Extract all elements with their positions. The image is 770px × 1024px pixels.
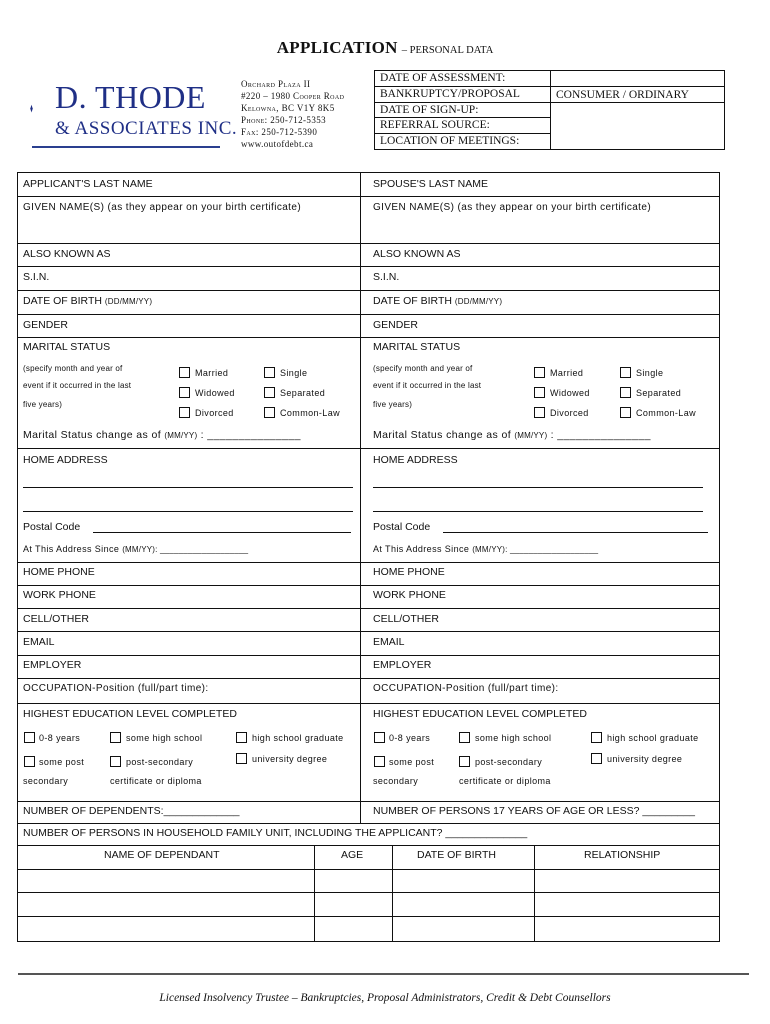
referral-source-label: REFERRAL SOURCE:	[375, 118, 550, 134]
spouse-education-label: HIGHEST EDUCATION LEVEL COMPLETED	[373, 708, 587, 720]
website-line: www.outofdebt.ca	[241, 139, 314, 149]
table-col-line	[534, 845, 535, 941]
marital-note: five years)	[23, 400, 63, 409]
table-col-line	[392, 845, 393, 941]
applicant-education-label: HIGHEST EDUCATION LEVEL COMPLETED	[23, 708, 237, 720]
address-since-format: (MM/YY): ___________________	[472, 545, 599, 554]
married-label: Married	[195, 368, 229, 378]
dependents-divider	[360, 801, 361, 823]
spouse-edu-high-grad-checkbox[interactable]	[591, 732, 602, 743]
applicant-single-checkbox[interactable]	[264, 367, 275, 378]
edu-0-8-label: 0-8 years	[39, 733, 81, 743]
col-name-of-dependant: NAME OF DEPENDANT	[104, 849, 220, 861]
applicant-edu-high-grad-checkbox[interactable]	[236, 732, 247, 743]
consumer-ordinary-label: CONSUMER / ORDINARY	[551, 87, 725, 103]
edu-0-8-label: 0-8 years	[389, 733, 431, 743]
row-line	[18, 845, 719, 846]
table-col-line	[314, 845, 315, 941]
single-label: Single	[636, 368, 664, 378]
spouse-edu-some-post-checkbox[interactable]	[374, 756, 385, 767]
applicant-marital-change	[23, 429, 301, 441]
applicant-married-checkbox[interactable]	[179, 367, 190, 378]
address-since-label: At This Address Since	[373, 544, 470, 554]
address-line: #220 – 1980 Cooper Road	[241, 91, 345, 101]
spouse-dob-label	[373, 295, 502, 307]
spouse-postal-code-label: Postal Code	[373, 521, 431, 533]
common-law-label: Common-Law	[280, 408, 341, 418]
edu-certificate-label: certificate or diploma	[459, 776, 551, 786]
widowed-label: Widowed	[550, 388, 590, 398]
marital-change-label: Marital Status change as of	[23, 429, 162, 441]
address-line-blank[interactable]	[23, 511, 353, 512]
marital-change-format: (MM/YY)	[514, 431, 548, 440]
applicant-marital-label: MARITAL STATUS	[23, 341, 111, 353]
divorced-label: Divorced	[195, 408, 234, 418]
spouse-divorced-checkbox[interactable]	[534, 407, 545, 418]
date-of-signup-label: DATE OF SIGN-UP:	[375, 103, 550, 119]
title-sub: – PERSONAL DATA	[401, 45, 494, 56]
applicant-dob-label	[23, 295, 152, 307]
row-line	[18, 448, 719, 449]
spouse-aka-label: ALSO KNOWN AS	[373, 248, 461, 260]
applicant-address-since	[23, 544, 248, 554]
marital-change-format: (MM/YY)	[164, 431, 198, 440]
assessment-date-field[interactable]	[551, 71, 725, 87]
bankruptcy-proposal-label: BANKRUPTCY/PROPOSAL	[375, 87, 550, 103]
spouse-edu-post-secondary-checkbox[interactable]	[459, 756, 470, 767]
spouse-marital-label: MARITAL STATUS	[373, 341, 461, 353]
logo-name: D. THODE	[55, 79, 206, 115]
spouse-given-names-label: GIVEN NAME(S) (as they appear on your birth certificate)	[373, 202, 652, 213]
applicant-postal-code-label: Postal Code	[23, 521, 81, 533]
logo-associates: & ASSOCIATES INC.	[55, 118, 238, 139]
spouse-marital-change	[373, 429, 651, 441]
postal-code-blank[interactable]	[93, 532, 351, 533]
col-date-of-birth: DATE OF BIRTH	[417, 849, 496, 861]
phone-line: Phone: 250-712-5353	[241, 115, 327, 125]
spouse-sin-label: S.I.N.	[373, 271, 400, 283]
edu-some-high-label: some high school	[475, 733, 552, 743]
applicant-edu-some-post-checkbox[interactable]	[24, 756, 35, 767]
edu-post-secondary-label: post-secondary	[475, 757, 543, 767]
address-line: Kelowna, BC V1Y 8K5	[241, 103, 335, 113]
row-line	[18, 916, 719, 917]
dob-label: DATE OF BIRTH	[23, 295, 102, 307]
applicant-employer-label: EMPLOYER	[23, 659, 82, 671]
row-line	[18, 314, 719, 315]
row-line	[18, 892, 719, 893]
spouse-email-label: EMAIL	[373, 636, 405, 648]
address-line-blank[interactable]	[373, 487, 703, 488]
applicant-edu-some-high-checkbox[interactable]	[110, 732, 121, 743]
applicant-divorced-checkbox[interactable]	[179, 407, 190, 418]
footer-rule	[18, 973, 749, 975]
address-line-blank[interactable]	[373, 511, 703, 512]
postal-code-blank[interactable]	[443, 532, 708, 533]
separated-label: Separated	[280, 388, 326, 398]
applicant-edu-university-checkbox[interactable]	[236, 753, 247, 764]
address-line: Orchard Plaza II	[241, 79, 311, 89]
spouse-last-name-label: SPOUSE'S LAST NAME	[373, 178, 489, 190]
row-line	[18, 631, 719, 632]
logo-rule	[32, 146, 220, 148]
spouse-widowed-checkbox[interactable]	[534, 387, 545, 398]
dob-format: (DD/MM/YY)	[454, 297, 503, 306]
spouse-occupation-label: OCCUPATION-Position (full/part time):	[373, 683, 559, 694]
edu-university-label: university degree	[607, 754, 683, 764]
marital-change-blank: : _______________	[550, 429, 651, 441]
row-line	[18, 801, 719, 802]
applicant-last-name-label: APPLICANT'S LAST NAME	[23, 178, 153, 190]
row-line	[18, 608, 719, 609]
common-law-label: Common-Law	[636, 408, 697, 418]
row-line	[18, 823, 719, 824]
separated-label: Separated	[636, 388, 682, 398]
marital-note: event if it occurred in the last	[373, 381, 482, 390]
spouse-employer-label: EMPLOYER	[373, 659, 432, 671]
spouse-single-checkbox[interactable]	[620, 367, 631, 378]
applicant-widowed-checkbox[interactable]	[179, 387, 190, 398]
applicant-gender-label: GENDER	[23, 319, 68, 331]
marital-note: five years)	[373, 400, 413, 409]
location-of-meetings-label: LOCATION OF MEETINGS:	[380, 135, 520, 148]
marital-note: (specify month and year of	[373, 364, 473, 373]
applicant-cell-label: CELL/OTHER	[23, 613, 89, 625]
title-main: APPLICATION	[276, 38, 398, 57]
page-title	[0, 38, 770, 58]
edu-some-high-label: some high school	[126, 733, 203, 743]
marital-note: (specify month and year of	[23, 364, 123, 373]
row-line	[18, 337, 719, 338]
single-label: Single	[280, 368, 308, 378]
diamond-logo-icon	[30, 76, 54, 142]
dob-label: DATE OF BIRTH	[373, 295, 452, 307]
applicant-edu-0-8-checkbox[interactable]	[24, 732, 35, 743]
column-divider	[360, 173, 361, 805]
spouse-cell-label: CELL/OTHER	[373, 613, 439, 625]
edu-post-secondary-label: post-secondary	[126, 757, 194, 767]
spouse-home-address-label: HOME ADDRESS	[373, 454, 458, 466]
applicant-separated-checkbox[interactable]	[264, 387, 275, 398]
edu-some-post-label: some post	[389, 757, 435, 767]
applicant-occupation-label: OCCUPATION-Position (full/part time):	[23, 683, 209, 694]
row-line	[18, 655, 719, 656]
applicant-work-phone-label: WORK PHONE	[23, 589, 96, 601]
edu-high-grad-label: high school graduate	[252, 733, 344, 743]
edu-secondary-label: secondary	[23, 776, 69, 786]
row-line	[18, 678, 719, 679]
applicant-edu-post-secondary-checkbox[interactable]	[110, 756, 121, 767]
edu-high-grad-label: high school graduate	[607, 733, 699, 743]
spouse-separated-checkbox[interactable]	[620, 387, 631, 398]
spouse-work-phone-label: WORK PHONE	[373, 589, 446, 601]
divorced-label: Divorced	[550, 408, 589, 418]
office-address	[241, 78, 344, 150]
marital-change-label: Marital Status change as of	[373, 429, 512, 441]
col-relationship: RELATIONSHIP	[584, 849, 661, 861]
spouse-home-phone-label: HOME PHONE	[373, 566, 445, 578]
address-since-label: At This Address Since	[23, 544, 120, 554]
applicant-common-law-checkbox[interactable]	[264, 407, 275, 418]
married-label: Married	[550, 368, 584, 378]
spouse-edu-some-high-checkbox[interactable]	[459, 732, 470, 743]
applicant-home-phone-label: HOME PHONE	[23, 566, 95, 578]
date-of-assessment-label: DATE OF ASSESSMENT:	[375, 71, 550, 87]
spouse-gender-label: GENDER	[373, 319, 418, 331]
spouse-common-law-checkbox[interactable]	[620, 407, 631, 418]
edu-certificate-label: certificate or diploma	[110, 776, 202, 786]
fax-line: Fax: 250-712-5390	[241, 127, 318, 137]
row-line	[18, 290, 719, 291]
personal-data-form	[17, 172, 720, 942]
applicant-aka-label: ALSO KNOWN AS	[23, 248, 111, 260]
address-since-format: (MM/YY): ___________________	[122, 545, 249, 554]
spouse-address-since	[373, 544, 598, 554]
row-line	[18, 585, 719, 586]
row-line	[18, 703, 719, 704]
assessment-box	[374, 70, 725, 150]
address-line-blank[interactable]	[23, 487, 353, 488]
widowed-label: Widowed	[195, 388, 235, 398]
row-line	[18, 266, 719, 267]
num-dependents-label: NUMBER OF DEPENDENTS:_____________	[23, 805, 240, 817]
edu-some-post-label: some post	[39, 757, 85, 767]
row-line	[18, 196, 719, 197]
dob-format: (DD/MM/YY)	[104, 297, 153, 306]
spouse-married-checkbox[interactable]	[534, 367, 545, 378]
col-age: AGE	[341, 849, 364, 861]
num-persons-17-label: NUMBER OF PERSONS 17 YEARS OF AGE OR LESS? _________	[373, 805, 695, 817]
footer-text: Licensed Insolvency Trustee – Bankruptcies, Proposal Administrators, Credit & Debt Counsellors	[159, 992, 611, 1004]
row-line	[18, 243, 719, 244]
row-line	[18, 562, 719, 563]
applicant-email-label: EMAIL	[23, 636, 55, 648]
marital-note: event if it occurred in the last	[23, 381, 132, 390]
applicant-home-address-label: HOME ADDRESS	[23, 454, 108, 466]
applicant-sin-label: S.I.N.	[23, 271, 50, 283]
num-household-label: NUMBER OF PERSONS IN HOUSEHOLD FAMILY UNIT, INCLUDING THE APPLICANT? ______________	[23, 827, 528, 839]
applicant-given-names-label: GIVEN NAME(S) (as they appear on your birth certificate)	[23, 202, 302, 213]
spouse-edu-university-checkbox[interactable]	[591, 753, 602, 764]
edu-university-label: university degree	[252, 754, 328, 764]
spouse-edu-0-8-checkbox[interactable]	[374, 732, 385, 743]
edu-secondary-label: secondary	[373, 776, 419, 786]
marital-change-blank: : _______________	[200, 429, 301, 441]
row-line	[18, 869, 719, 870]
